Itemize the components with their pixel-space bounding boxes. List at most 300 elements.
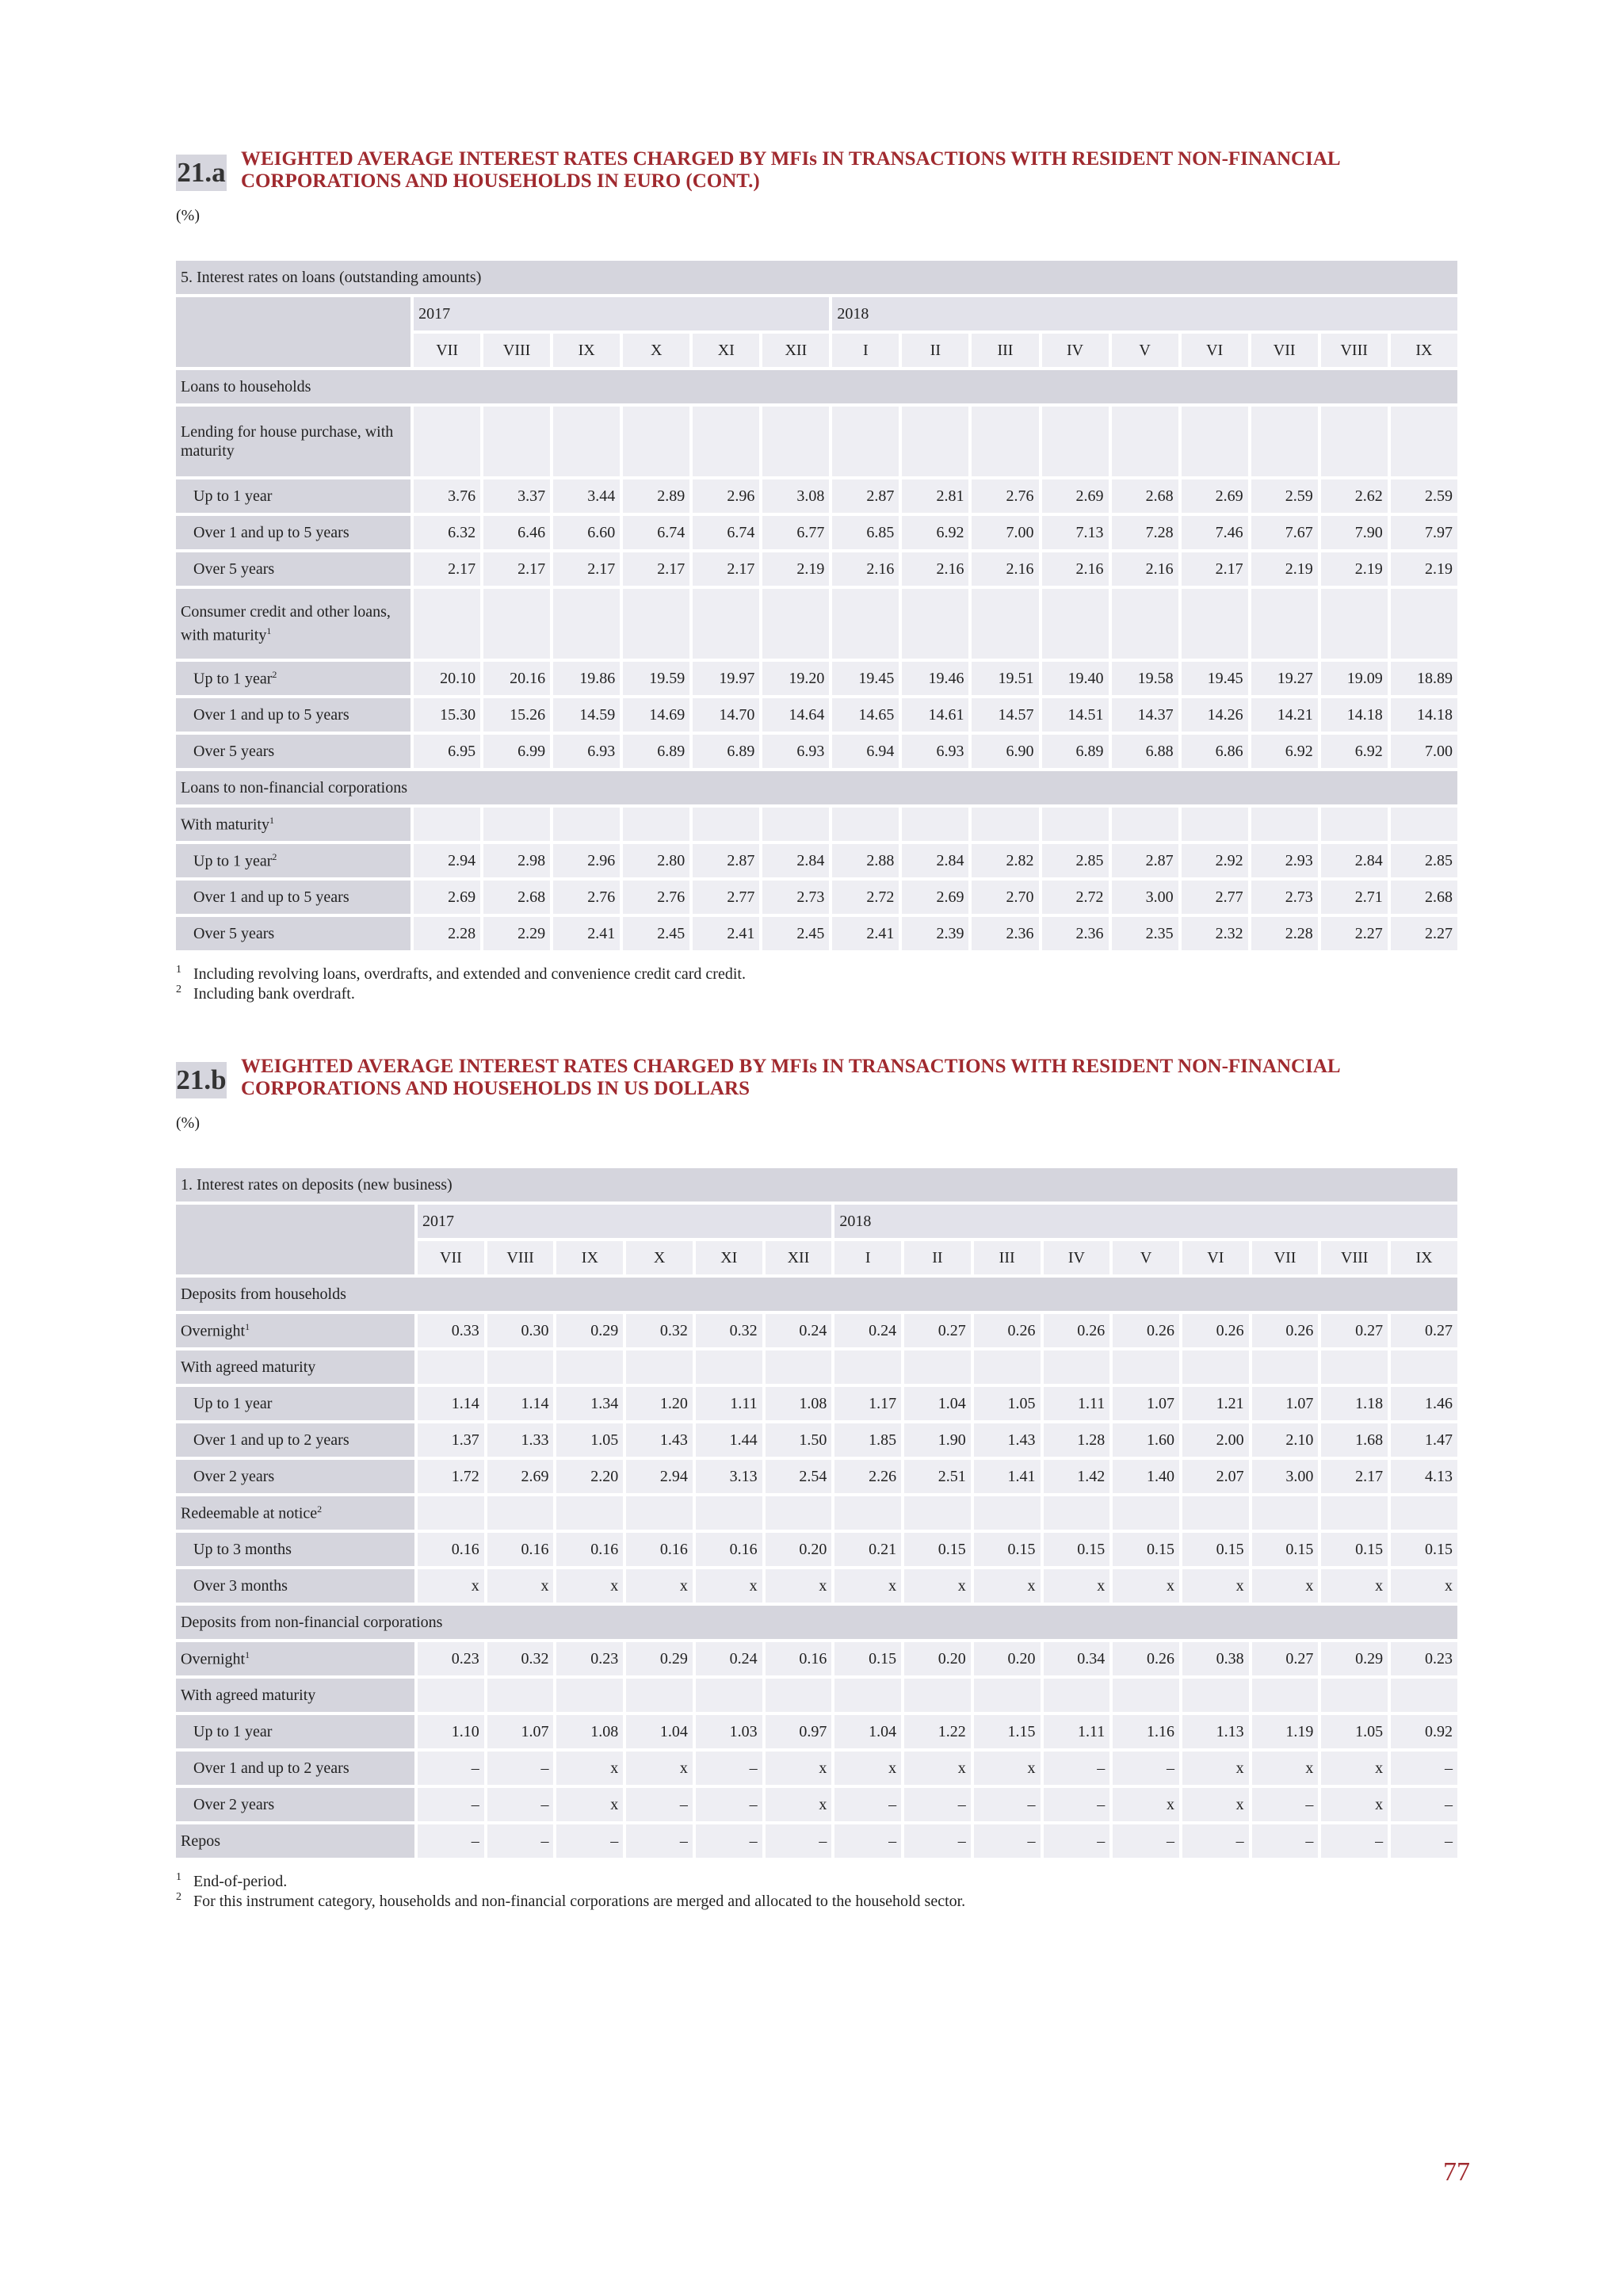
- value-cell: 2.45: [623, 917, 689, 950]
- empty-cell: [556, 1679, 623, 1712]
- value-cell: 14.18: [1391, 698, 1457, 732]
- row-label: Up to 1 year$^2$: [176, 844, 411, 877]
- value-cell: x: [418, 1569, 484, 1603]
- value-cell: x: [1321, 1752, 1388, 1785]
- year-2018: 2018: [832, 297, 1457, 330]
- value-cell: 2.17: [483, 552, 550, 586]
- value-cell: 19.40: [1042, 662, 1109, 695]
- value-cell: x: [1182, 1788, 1249, 1821]
- value-cell: 2.59: [1391, 479, 1457, 513]
- row-label: Over 1 and up to 5 years: [176, 881, 411, 914]
- subgroup-row: [176, 407, 1457, 476]
- header-blank: [176, 297, 411, 367]
- value-cell: 2.41: [553, 917, 620, 950]
- empty-cell: [1321, 1496, 1388, 1530]
- value-cell: 7.13: [1042, 516, 1109, 549]
- value-cell: 1.68: [1321, 1423, 1388, 1457]
- table-title: WEIGHTED AVERAGE INTEREST RATES CHARGED BY MFIs IN TRANSACTIONS WITH RESIDENT NON-FINANCIAL CORPORATIONS AND HOUSEHOLDS IN EURO (CONT.): [241, 148, 1341, 192]
- empty-cell: [1182, 1496, 1249, 1530]
- value-cell: 0.33: [418, 1314, 484, 1347]
- value-cell: 2.69: [487, 1460, 554, 1493]
- value-cell: 7.28: [1112, 516, 1178, 549]
- empty-cell: [1044, 1496, 1110, 1530]
- value-cell: 2.73: [1251, 881, 1318, 914]
- value-cell: 15.26: [483, 698, 550, 732]
- value-cell: 2.70: [972, 881, 1038, 914]
- month-header: IX: [553, 334, 620, 367]
- month-header: VII: [1252, 1241, 1319, 1274]
- value-cell: 1.07: [1113, 1387, 1179, 1420]
- value-cell: 2.82: [972, 844, 1038, 877]
- value-cell: 6.92: [1251, 735, 1318, 768]
- table-title-row: [176, 261, 1457, 294]
- month-header: III: [974, 1241, 1041, 1274]
- subgroup-label: With agreed maturity: [176, 1350, 414, 1384]
- value-cell: 2.77: [1182, 881, 1248, 914]
- empty-cell: [553, 808, 620, 841]
- value-cell: 2.28: [1251, 917, 1318, 950]
- value-cell: 6.95: [414, 735, 480, 768]
- table-row: [176, 844, 1457, 877]
- empty-cell: [766, 1679, 832, 1712]
- row-label: Over 5 years: [176, 917, 411, 950]
- value-cell: x: [1182, 1569, 1249, 1603]
- value-cell: 0.26: [1252, 1314, 1319, 1347]
- value-cell: –: [556, 1824, 623, 1858]
- empty-cell: [904, 1496, 971, 1530]
- empty-cell: [1391, 589, 1457, 659]
- value-cell: 0.20: [904, 1642, 971, 1675]
- table-row: [176, 1752, 1457, 1785]
- empty-cell: [1112, 589, 1178, 659]
- value-cell: 2.81: [902, 479, 968, 513]
- table-row: [176, 1533, 1457, 1566]
- month-header: VII: [414, 334, 480, 367]
- month-header: IX: [1391, 334, 1457, 367]
- year-row: [176, 297, 1457, 330]
- empty-cell: [1182, 407, 1248, 476]
- value-cell: x: [1044, 1569, 1110, 1603]
- value-cell: 0.15: [1252, 1533, 1319, 1566]
- empty-cell: [1251, 407, 1318, 476]
- value-cell: 0.16: [766, 1642, 832, 1675]
- value-cell: –: [1182, 1824, 1249, 1858]
- value-cell: 19.59: [623, 662, 689, 695]
- empty-cell: [414, 589, 480, 659]
- value-cell: 0.23: [418, 1642, 484, 1675]
- value-cell: –: [418, 1752, 484, 1785]
- value-cell: 19.97: [693, 662, 759, 695]
- row-label: Over 5 years: [176, 552, 411, 586]
- value-cell: –: [626, 1788, 693, 1821]
- empty-cell: [1182, 589, 1248, 659]
- value-cell: 7.67: [1251, 516, 1318, 549]
- value-cell: 3.08: [762, 479, 829, 513]
- value-cell: 0.15: [1113, 1533, 1179, 1566]
- value-cell: x: [556, 1752, 623, 1785]
- subgroup-label: Consumer credit and other loans, with maturity$^1$: [176, 589, 411, 659]
- value-cell: 2.26: [834, 1460, 901, 1493]
- value-cell: 2.39: [902, 917, 968, 950]
- value-cell: x: [626, 1752, 693, 1785]
- value-cell: 19.51: [972, 662, 1038, 695]
- value-cell: 0.92: [1391, 1715, 1457, 1748]
- month-header: VIII: [1321, 334, 1388, 367]
- value-cell: 2.51: [904, 1460, 971, 1493]
- unit-label: (%): [176, 1114, 200, 1132]
- value-cell: 6.77: [762, 516, 829, 549]
- empty-cell: [1251, 808, 1318, 841]
- footnote-1: 1 Including revolving loans, overdrafts, and extended and convenience credit card credit.: [176, 964, 746, 983]
- value-cell: 0.16: [487, 1533, 554, 1566]
- value-cell: 2.17: [693, 552, 759, 586]
- value-cell: 19.09: [1321, 662, 1388, 695]
- empty-cell: [1113, 1679, 1179, 1712]
- value-cell: 3.00: [1252, 1460, 1319, 1493]
- value-cell: 2.68: [483, 881, 550, 914]
- value-cell: –: [1391, 1824, 1457, 1858]
- value-cell: x: [626, 1569, 693, 1603]
- empty-cell: [1113, 1496, 1179, 1530]
- value-cell: 2.36: [972, 917, 1038, 950]
- value-cell: 0.27: [1391, 1314, 1457, 1347]
- empty-cell: [1391, 407, 1457, 476]
- value-cell: 0.29: [556, 1314, 623, 1347]
- value-cell: 0.16: [696, 1533, 762, 1566]
- value-cell: 3.37: [483, 479, 550, 513]
- value-cell: –: [1044, 1752, 1110, 1785]
- value-cell: x: [1321, 1569, 1388, 1603]
- value-cell: 2.19: [1321, 552, 1388, 586]
- header-blank: [176, 1205, 414, 1274]
- year-2017: 2017: [418, 1205, 831, 1238]
- row-label: Over 3 months: [176, 1569, 414, 1603]
- value-cell: 1.15: [974, 1715, 1041, 1748]
- table-row: [176, 516, 1457, 549]
- value-cell: 6.94: [832, 735, 899, 768]
- value-cell: 2.94: [414, 844, 480, 877]
- month-header: IX: [556, 1241, 623, 1274]
- empty-cell: [414, 808, 480, 841]
- value-cell: 0.24: [696, 1642, 762, 1675]
- value-cell: 3.13: [696, 1460, 762, 1493]
- month-header: I: [832, 334, 899, 367]
- footnote-2: 2 Including bank overdraft.: [176, 984, 355, 1003]
- table-row: [176, 479, 1457, 513]
- section-header: [176, 1054, 1464, 1105]
- value-cell: 14.21: [1251, 698, 1318, 732]
- value-cell: 2.92: [1182, 844, 1248, 877]
- value-cell: 6.88: [1112, 735, 1178, 768]
- empty-cell: [1321, 589, 1388, 659]
- value-cell: 2.59: [1251, 479, 1318, 513]
- month-header: VIII: [483, 334, 550, 367]
- row-label: Over 1 and up to 5 years: [176, 698, 411, 732]
- value-cell: 19.20: [762, 662, 829, 695]
- value-cell: 2.85: [1042, 844, 1109, 877]
- unit-label: (%): [176, 207, 200, 224]
- footnote-1: 1 End-of-period.: [176, 1871, 288, 1890]
- value-cell: 1.17: [834, 1387, 901, 1420]
- value-cell: 2.36: [1042, 917, 1109, 950]
- section-21b: [176, 1054, 1464, 1912]
- value-cell: 1.40: [1113, 1460, 1179, 1493]
- table-row: [176, 1460, 1457, 1493]
- value-cell: –: [834, 1824, 901, 1858]
- value-cell: 2.84: [902, 844, 968, 877]
- value-cell: 2.41: [693, 917, 759, 950]
- row-label: Overnight$^1$: [176, 1642, 414, 1675]
- value-cell: 6.86: [1182, 735, 1248, 768]
- value-cell: 19.45: [1182, 662, 1248, 695]
- value-cell: 1.07: [487, 1715, 554, 1748]
- value-cell: 1.46: [1391, 1387, 1457, 1420]
- value-cell: 0.26: [1113, 1642, 1179, 1675]
- table-row: [176, 917, 1457, 950]
- value-cell: 0.15: [904, 1533, 971, 1566]
- value-cell: 2.88: [832, 844, 899, 877]
- table-row: [176, 662, 1457, 695]
- empty-cell: [762, 808, 829, 841]
- value-cell: 1.37: [418, 1423, 484, 1457]
- group-row: [176, 1278, 1457, 1311]
- month-header: I: [834, 1241, 901, 1274]
- value-cell: x: [1182, 1752, 1249, 1785]
- year-2017: 2017: [414, 297, 829, 330]
- value-cell: 1.08: [766, 1387, 832, 1420]
- value-cell: 1.16: [1113, 1715, 1179, 1748]
- value-cell: 2.68: [1112, 479, 1178, 513]
- table-row: [176, 1387, 1457, 1420]
- value-cell: 14.61: [902, 698, 968, 732]
- empty-cell: [1112, 407, 1178, 476]
- table-row: [176, 735, 1457, 768]
- empty-cell: [902, 407, 968, 476]
- value-cell: 1.04: [834, 1715, 901, 1748]
- row-label: Over 1 and up to 2 years: [176, 1423, 414, 1457]
- empty-cell: [1182, 1350, 1249, 1384]
- value-cell: x: [1321, 1788, 1388, 1821]
- value-cell: 1.72: [418, 1460, 484, 1493]
- empty-cell: [832, 589, 899, 659]
- value-cell: 0.30: [487, 1314, 554, 1347]
- value-cell: 6.92: [902, 516, 968, 549]
- value-cell: 7.00: [972, 516, 1038, 549]
- month-header: III: [972, 334, 1038, 367]
- empty-cell: [1321, 1350, 1388, 1384]
- value-cell: 0.15: [1044, 1533, 1110, 1566]
- row-label: Overnight$^1$: [176, 1314, 414, 1347]
- value-cell: x: [766, 1788, 832, 1821]
- value-cell: 15.30: [414, 698, 480, 732]
- value-cell: 0.34: [1044, 1642, 1110, 1675]
- section-21a: [176, 147, 1464, 1004]
- empty-cell: [483, 808, 550, 841]
- value-cell: –: [487, 1824, 554, 1858]
- value-cell: 2.41: [832, 917, 899, 950]
- value-cell: 2.19: [1251, 552, 1318, 586]
- value-cell: 0.32: [487, 1642, 554, 1675]
- value-cell: 1.04: [626, 1715, 693, 1748]
- value-cell: –: [696, 1824, 762, 1858]
- value-cell: 0.24: [766, 1314, 832, 1347]
- footnote-2: 2 For this instrument category, households and non-financial corporations are merged and allocated to the household sector.: [176, 1891, 966, 1910]
- value-cell: 2.80: [623, 844, 689, 877]
- empty-cell: [623, 808, 689, 841]
- value-cell: 2.35: [1112, 917, 1178, 950]
- value-cell: x: [834, 1569, 901, 1603]
- empty-cell: [1252, 1496, 1319, 1530]
- subgroup-row: [176, 808, 1457, 841]
- value-cell: 2.73: [762, 881, 829, 914]
- value-cell: x: [556, 1569, 623, 1603]
- month-header: VII: [418, 1241, 484, 1274]
- empty-cell: [487, 1496, 554, 1530]
- value-cell: 2.32: [1182, 917, 1248, 950]
- empty-cell: [834, 1679, 901, 1712]
- value-cell: 1.11: [1044, 1715, 1110, 1748]
- value-cell: 0.21: [834, 1533, 901, 1566]
- value-cell: 20.10: [414, 662, 480, 695]
- value-cell: –: [418, 1824, 484, 1858]
- value-cell: 6.89: [623, 735, 689, 768]
- value-cell: 1.60: [1113, 1423, 1179, 1457]
- row-label: Up to 3 months: [176, 1533, 414, 1566]
- row-label: Repos: [176, 1824, 414, 1858]
- table-subtitle: 1. Interest rates on deposits (new business): [176, 1168, 1457, 1201]
- value-cell: 19.45: [832, 662, 899, 695]
- subgroup-row: [176, 1496, 1457, 1530]
- subgroup-label: With maturity$^1$: [176, 808, 411, 841]
- value-cell: 2.45: [762, 917, 829, 950]
- value-cell: 2.27: [1391, 917, 1457, 950]
- value-cell: 2.72: [1042, 881, 1109, 914]
- value-cell: 2.69: [1042, 479, 1109, 513]
- value-cell: 1.90: [904, 1423, 971, 1457]
- value-cell: x: [834, 1752, 901, 1785]
- value-cell: 0.24: [834, 1314, 901, 1347]
- empty-cell: [832, 808, 899, 841]
- value-cell: 0.23: [1391, 1642, 1457, 1675]
- value-cell: 2.87: [693, 844, 759, 877]
- value-cell: 6.90: [972, 735, 1038, 768]
- value-cell: 6.93: [762, 735, 829, 768]
- value-cell: x: [1391, 1569, 1457, 1603]
- value-cell: –: [418, 1788, 484, 1821]
- value-cell: 2.16: [832, 552, 899, 586]
- footnotes: [176, 965, 1464, 1004]
- value-cell: 2.87: [1112, 844, 1178, 877]
- empty-cell: [487, 1679, 554, 1712]
- value-cell: 0.16: [626, 1533, 693, 1566]
- group-label: Loans to households: [176, 370, 1457, 403]
- value-cell: 7.90: [1321, 516, 1388, 549]
- value-cell: 2.27: [1321, 917, 1388, 950]
- empty-cell: [974, 1496, 1041, 1530]
- empty-cell: [623, 407, 689, 476]
- value-cell: 0.27: [1252, 1642, 1319, 1675]
- month-header: VIII: [1321, 1241, 1388, 1274]
- row-label: Up to 1 year: [176, 479, 411, 513]
- value-cell: 0.26: [1182, 1314, 1249, 1347]
- row-label: Up to 1 year: [176, 1715, 414, 1748]
- month-header: VI: [1182, 1241, 1249, 1274]
- empty-cell: [902, 808, 968, 841]
- value-cell: –: [1044, 1824, 1110, 1858]
- group-row: [176, 370, 1457, 403]
- year-2018: 2018: [834, 1205, 1457, 1238]
- subgroup-row: [176, 589, 1457, 659]
- empty-cell: [972, 407, 1038, 476]
- value-cell: 3.00: [1112, 881, 1178, 914]
- month-header: VI: [1182, 334, 1248, 367]
- value-cell: x: [974, 1569, 1041, 1603]
- value-cell: 1.04: [904, 1387, 971, 1420]
- value-cell: 14.59: [553, 698, 620, 732]
- value-cell: –: [1044, 1788, 1110, 1821]
- month-header: II: [904, 1241, 971, 1274]
- empty-cell: [418, 1679, 484, 1712]
- value-cell: 2.69: [414, 881, 480, 914]
- row-label: Over 2 years: [176, 1460, 414, 1493]
- value-cell: x: [766, 1569, 832, 1603]
- empty-cell: [1321, 407, 1388, 476]
- value-cell: 2.89: [623, 479, 689, 513]
- value-cell: 7.46: [1182, 516, 1248, 549]
- value-cell: –: [974, 1788, 1041, 1821]
- value-cell: 2.69: [902, 881, 968, 914]
- value-cell: 0.32: [626, 1314, 693, 1347]
- value-cell: 1.47: [1391, 1423, 1457, 1457]
- value-cell: x: [556, 1788, 623, 1821]
- subgroup-row: [176, 1350, 1457, 1384]
- value-cell: 14.70: [693, 698, 759, 732]
- value-cell: 1.41: [974, 1460, 1041, 1493]
- table-title-row: [176, 1168, 1457, 1201]
- value-cell: 0.38: [1182, 1642, 1249, 1675]
- value-cell: 2.84: [762, 844, 829, 877]
- row-label: Up to 1 year$^2$: [176, 662, 411, 695]
- table-row: [176, 698, 1457, 732]
- value-cell: 14.64: [762, 698, 829, 732]
- value-cell: 6.60: [553, 516, 620, 549]
- value-cell: 0.20: [974, 1642, 1041, 1675]
- footnotes: [176, 1872, 1464, 1912]
- value-cell: 1.10: [418, 1715, 484, 1748]
- empty-cell: [972, 589, 1038, 659]
- value-cell: 2.87: [832, 479, 899, 513]
- value-cell: 2.16: [1112, 552, 1178, 586]
- value-cell: –: [1113, 1824, 1179, 1858]
- empty-cell: [556, 1496, 623, 1530]
- empty-cell: [696, 1679, 762, 1712]
- value-cell: –: [766, 1824, 832, 1858]
- value-cell: 14.37: [1112, 698, 1178, 732]
- value-cell: 1.03: [696, 1715, 762, 1748]
- value-cell: 2.84: [1321, 844, 1388, 877]
- value-cell: 1.22: [904, 1715, 971, 1748]
- empty-cell: [1391, 1350, 1457, 1384]
- value-cell: –: [974, 1824, 1041, 1858]
- value-cell: 20.16: [483, 662, 550, 695]
- empty-cell: [553, 407, 620, 476]
- value-cell: 14.18: [1321, 698, 1388, 732]
- value-cell: 2.98: [483, 844, 550, 877]
- value-cell: 0.32: [696, 1314, 762, 1347]
- value-cell: –: [1391, 1788, 1457, 1821]
- value-cell: 2.16: [902, 552, 968, 586]
- value-cell: 6.74: [623, 516, 689, 549]
